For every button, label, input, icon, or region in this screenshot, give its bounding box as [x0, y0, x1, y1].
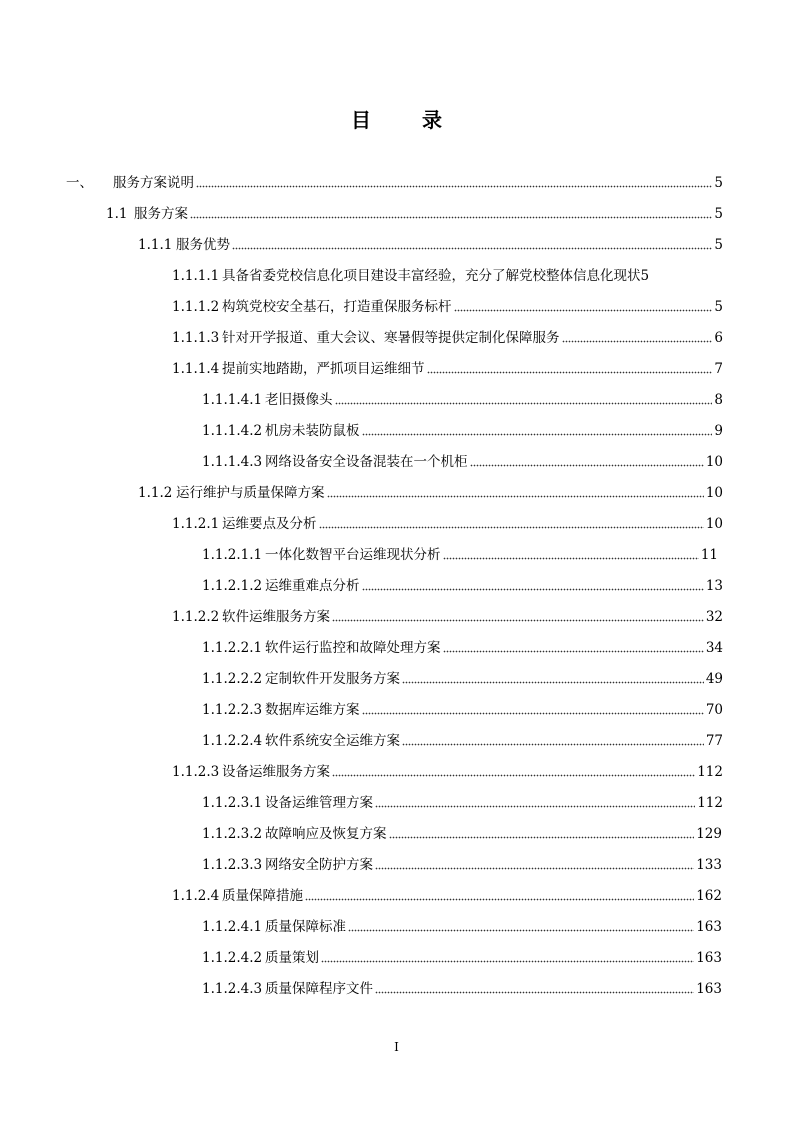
toc-entry[interactable]: [202, 979, 722, 999]
toc-dot-leader: [362, 711, 704, 715]
toc-dot-leader: [402, 742, 704, 746]
toc-entry[interactable]: [202, 948, 722, 968]
toc-entry-number: 1.1.2.2.1: [202, 640, 263, 656]
toc-entry-page: 10: [705, 516, 723, 532]
toc-entry-page: 34: [705, 640, 723, 656]
toc-entry-title: 质量策划: [265, 950, 319, 966]
toc-entry-page: 162: [696, 888, 722, 904]
toc-entry[interactable]: [106, 204, 723, 224]
toc-entry[interactable]: [172, 328, 723, 348]
toc-entry-title: 构筑党校安全基石，打造重保服务标杆: [222, 299, 452, 315]
toc-entry[interactable]: [202, 793, 723, 813]
toc-dot-leader: [321, 959, 694, 963]
toc-entry-page: 5: [640, 268, 650, 284]
toc-entry-number: 1.1.2.4.2: [202, 950, 263, 966]
toc-entry-title: 数据库运维方案: [265, 702, 360, 718]
toc-entry[interactable]: [202, 545, 718, 565]
toc-dot-leader: [190, 215, 712, 219]
toc-entry-page: 5: [714, 237, 723, 253]
toc-entry-number: 1.1.1.4.1: [202, 392, 263, 408]
toc-entry-number: 1.1.1.4.2: [202, 423, 263, 439]
toc-entry[interactable]: [138, 483, 723, 503]
toc-entry-page: 112: [697, 795, 723, 811]
toc-entry-number: 1.1.1: [138, 237, 173, 253]
toc-entry-title: 老旧摄像头: [265, 392, 333, 408]
toc-entry-title: 质量保障程序文件: [265, 981, 373, 997]
toc-entry-title: 运行维护与质量保障方案: [176, 485, 325, 501]
toc-entry-page: 5: [714, 175, 723, 191]
toc-entry[interactable]: [172, 359, 723, 379]
toc-entry-page: 163: [696, 981, 722, 997]
toc-entry-title: 机房未装防鼠板: [265, 423, 360, 439]
toc-entry[interactable]: [202, 576, 723, 596]
toc-entry[interactable]: [172, 514, 723, 534]
toc-entry[interactable]: [202, 452, 723, 472]
toc-entry[interactable]: [202, 638, 723, 658]
toc-entry-page: 163: [696, 950, 722, 966]
toc-dot-leader: [348, 928, 694, 932]
toc-entry-number: 1.1.2.3.3: [202, 857, 263, 873]
toc-entry[interactable]: [172, 266, 723, 286]
toc-dot-leader: [362, 432, 713, 436]
toc-entry-number: 1.1.1.4.3: [202, 454, 263, 470]
toc-entry-title: 质量保障措施: [222, 888, 303, 904]
toc-entry-title: 服务方案说明: [113, 175, 194, 191]
toc-entry-number: 1.1.2.4.3: [202, 981, 263, 997]
toc-entry-title: 提前实地踏勘，严抓项目运维细节: [222, 361, 425, 377]
toc-dot-leader: [562, 339, 713, 343]
toc-dot-leader: [454, 308, 713, 312]
toc-dot-leader: [402, 680, 704, 684]
toc-dot-leader: [232, 246, 712, 250]
toc-entry-number: 1.1.2.2.3: [202, 702, 263, 718]
toc-entry[interactable]: [202, 421, 723, 441]
toc-entry-title: 运维要点及分析: [222, 516, 317, 532]
toc-dot-leader: [332, 773, 695, 777]
toc-entry-number: 1.1.1.4: [172, 361, 220, 377]
toc-entry[interactable]: [172, 762, 723, 782]
toc-entry-page: 5: [714, 206, 723, 222]
toc-entry-page: 112: [697, 764, 723, 780]
toc-entry-number: 1.1.2.1.2: [202, 578, 263, 594]
toc-entry[interactable]: [138, 235, 723, 255]
toc-entry-number: 1.1.1.1: [172, 268, 220, 284]
toc-entry[interactable]: [172, 297, 723, 317]
toc-entry[interactable]: [202, 731, 723, 751]
toc-entry-number: 1.1: [106, 206, 128, 222]
toc-entry-page: 6: [714, 330, 723, 346]
toc-dot-leader: [375, 804, 695, 808]
toc-entry-page: 77: [705, 733, 723, 749]
toc-entry-number: 1.1.2.2: [172, 609, 220, 625]
toc-entry-title: 服务方案: [134, 206, 188, 222]
toc-entry[interactable]: [202, 700, 723, 720]
page-number: I: [394, 1040, 399, 1054]
toc-entry-number: 1.1.2.3.2: [202, 826, 263, 842]
toc-entry-page: 49: [705, 671, 723, 687]
toc-entry-page: 9: [714, 423, 723, 439]
toc-dot-leader: [375, 990, 694, 994]
toc-entry-number: 1.1.1.2: [172, 299, 220, 315]
toc-entry-page: 133: [696, 857, 722, 873]
toc-entry-title: 故障响应及恢复方案: [265, 826, 387, 842]
toc-entry-page: 11: [700, 547, 718, 563]
toc-entry-title: 软件系统安全运维方案: [265, 733, 400, 749]
toc-entry-number: 1.1.2: [138, 485, 173, 501]
toc-entry-number: 1.1.2.4.1: [202, 919, 263, 935]
toc-entry-title: 运维重难点分析: [265, 578, 360, 594]
toc-entry-page: 32: [705, 609, 723, 625]
toc-dot-leader: [375, 866, 694, 870]
toc-entry-page: 10: [705, 485, 723, 501]
toc-dot-leader: [470, 463, 704, 467]
toc-entry-number: 1.1.2.4: [172, 888, 220, 904]
toc-entry[interactable]: [66, 173, 723, 193]
toc-entry[interactable]: [202, 855, 722, 875]
toc-entry-number: 1.1.2.3: [172, 764, 220, 780]
toc-dot-leader: [305, 897, 694, 901]
toc-entry-page: 10: [705, 454, 723, 470]
toc-entry-title: 网络安全防护方案: [265, 857, 373, 873]
toc-dot-leader: [443, 556, 699, 560]
toc-entry[interactable]: [202, 917, 722, 937]
toc-entry-number: 1.1.2.1: [172, 516, 220, 532]
toc-entry-number: 1.1.2.1.1: [202, 547, 263, 563]
toc-dot-leader: [427, 370, 713, 374]
toc-entry[interactable]: [172, 607, 723, 627]
toc-entry-title: 具备省委党校信息化项目建设丰富经验，充分了解党校整体信息化现状: [222, 268, 641, 284]
toc-entry-title: 质量保障标准: [265, 919, 346, 935]
toc-entry-page: 7: [714, 361, 723, 377]
toc-dot-leader: [332, 618, 704, 622]
toc-dot-leader: [335, 401, 713, 405]
toc-entry-title: 网络设备安全设备混装在一个机柜: [265, 454, 468, 470]
toc-entry-title: 设备运维服务方案: [222, 764, 330, 780]
toc-dot-leader: [196, 184, 712, 188]
toc-entry-number: 1.1.2.2.2: [202, 671, 263, 687]
toc-entry-title: 服务优势: [176, 237, 230, 253]
toc-entry-number: 1.1.2.2.4: [202, 733, 263, 749]
toc-entry[interactable]: [172, 886, 722, 906]
toc-entry[interactable]: [202, 669, 723, 689]
toc-entry-page: 5: [714, 299, 723, 315]
toc-title: 目 录: [351, 108, 464, 132]
toc-entry-page: 129: [696, 826, 722, 842]
toc-entry-title: 软件运行监控和故障处理方案: [265, 640, 441, 656]
toc-entry-page: 163: [696, 919, 722, 935]
toc-entry[interactable]: [202, 824, 722, 844]
toc-entry-title: 软件运维服务方案: [222, 609, 330, 625]
toc-entry-page: 70: [705, 702, 723, 718]
toc-entry-title: 定制软件开发服务方案: [265, 671, 400, 687]
toc-entry-page: 13: [705, 578, 723, 594]
toc-dot-leader: [319, 525, 704, 529]
toc-entry-title: 设备运维管理方案: [265, 795, 373, 811]
toc-dot-leader: [327, 494, 704, 498]
toc-dot-leader: [389, 835, 695, 839]
toc-entry-page: 8: [714, 392, 723, 408]
toc-dot-leader: [443, 649, 704, 653]
toc-dot-leader: [362, 587, 704, 591]
toc-entry-number: 1.1.2.3.1: [202, 795, 263, 811]
toc-entry-title: 针对开学报道、重大会议、寒暑假等提供定制化保障服务: [222, 330, 560, 346]
toc-entry-number: 一、: [66, 175, 93, 191]
toc-entry-title: 一体化数智平台运维现状分析: [265, 547, 441, 563]
toc-entry-number: 1.1.1.3: [172, 330, 220, 346]
toc-entry[interactable]: [202, 390, 723, 410]
